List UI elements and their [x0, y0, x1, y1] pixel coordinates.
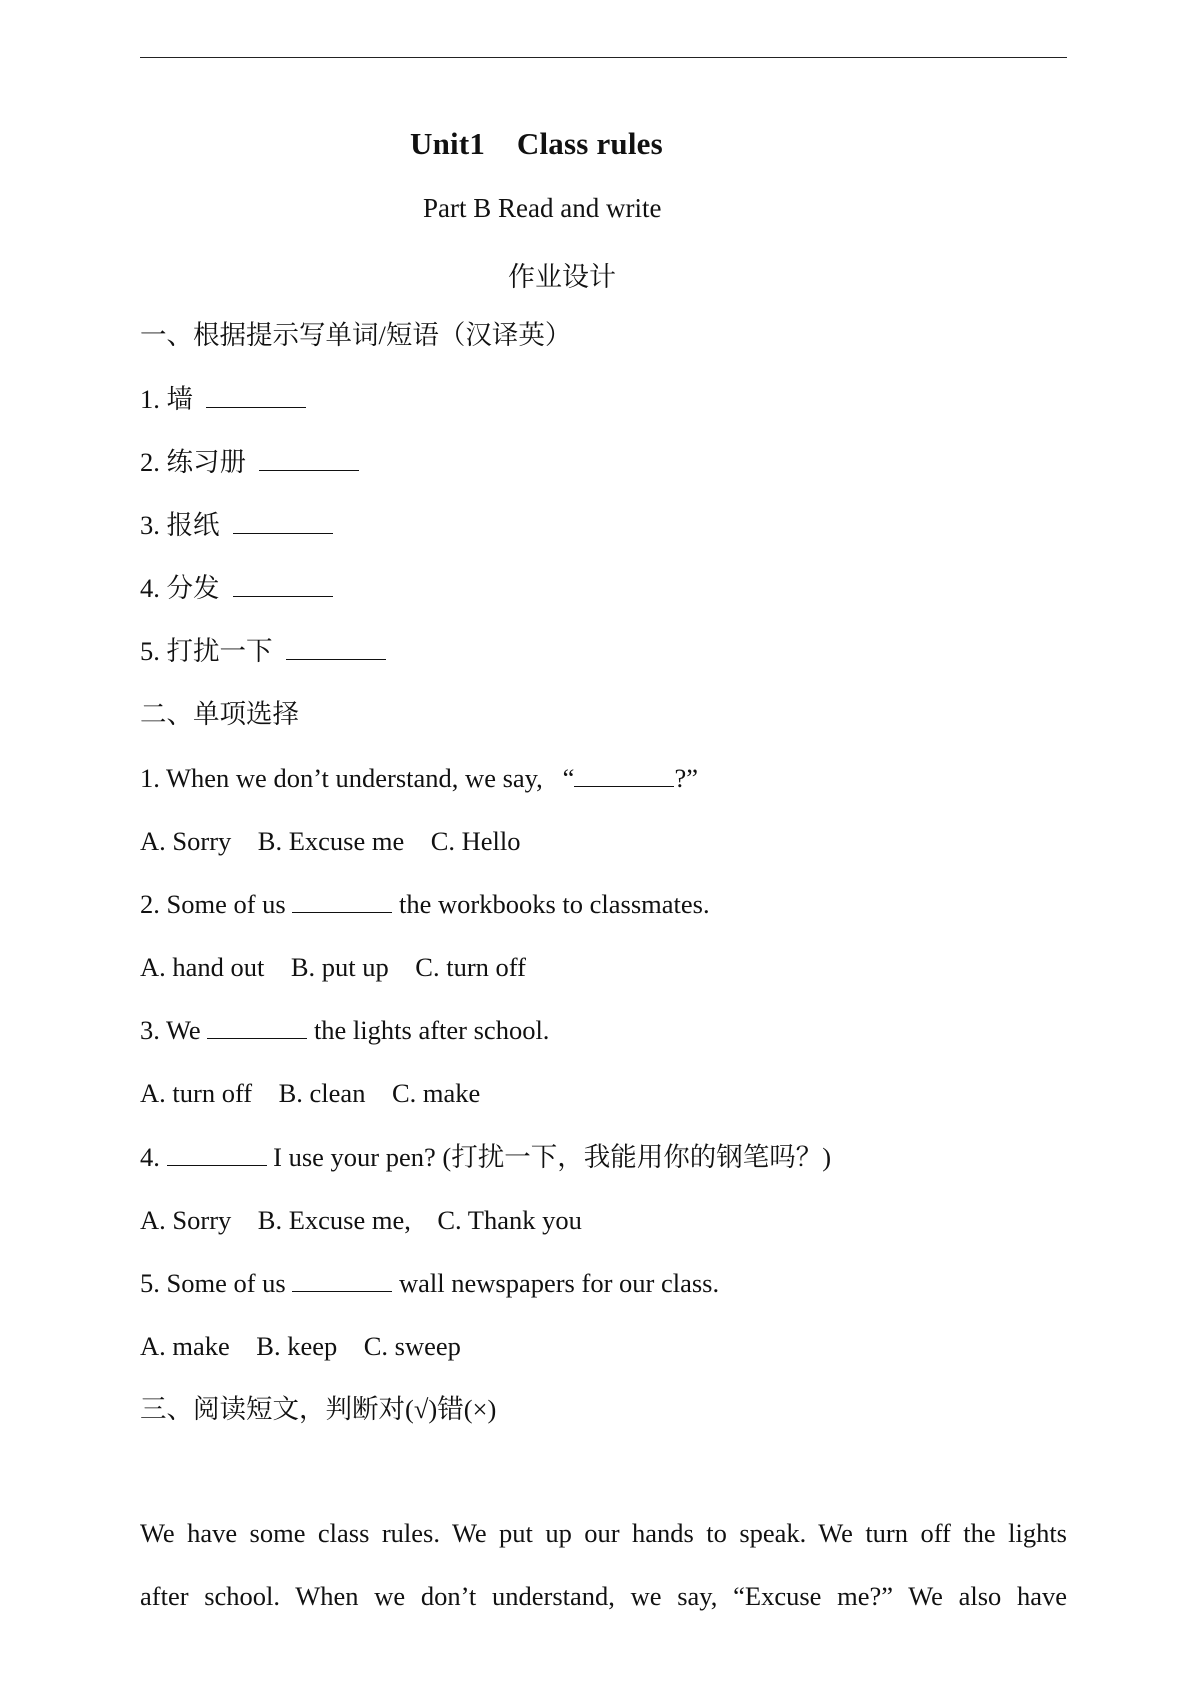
section1-heading: 一、根据提示写单词/短语（汉译英） [140, 320, 572, 350]
passage-line: after school. When we don’t understand, we say, “Excuse me?” We also have [140, 1581, 1067, 1611]
page-title: Unit1 Class rules [410, 126, 663, 161]
section3-heading: 三、阅读短文，判断对(√)错(×) [140, 1394, 497, 1424]
question-3-options: A. turn off B. clean C. make [140, 1078, 481, 1108]
question-text: the lights after school. [307, 1015, 550, 1045]
vocab-prompt: 1. 墙 [140, 384, 193, 414]
question-1 [140, 761, 698, 795]
question-text: 1. When we don’t understand, we say, “ [140, 763, 575, 793]
answer-blank[interactable] [292, 1267, 392, 1292]
vocab-prompt: 3. 报纸 [140, 510, 220, 540]
answer-blank[interactable] [286, 635, 386, 660]
question-2 [140, 887, 710, 921]
vocab-prompt: 2. 练习册 [140, 447, 246, 477]
page-subtitle: Part B Read and write [423, 193, 662, 223]
question-text: 2. Some of us [140, 889, 293, 919]
answer-blank[interactable] [207, 1014, 307, 1039]
vocab-prompt: 5. 打扰一下 [140, 636, 273, 666]
question-4 [140, 1140, 831, 1174]
question-text: 3. We [140, 1015, 208, 1045]
question-5-options: A. make B. keep C. sweep [140, 1331, 461, 1361]
answer-blank[interactable] [233, 572, 333, 597]
section2-heading: 二、单项选择 [140, 699, 299, 729]
header-rule [140, 57, 1067, 58]
question-text: the workbooks to classmates. [392, 889, 710, 919]
question-text: wall newspapers for our class. [392, 1268, 720, 1298]
question-1-options: A. Sorry B. Excuse me C. Hello [140, 826, 521, 856]
question-text: I use your pen? (打扰一下，我能用你的钢笔吗？) [266, 1142, 832, 1172]
vocab-item [140, 508, 333, 542]
answer-blank[interactable] [233, 509, 333, 534]
question-text: 5. Some of us [140, 1268, 293, 1298]
passage-line: We have some class rules. We put up our hands to speak. We turn off the lights [140, 1518, 1067, 1548]
vocab-item [140, 634, 386, 668]
question-5 [140, 1266, 719, 1300]
vocab-item [140, 571, 333, 605]
answer-blank[interactable] [292, 888, 392, 913]
question-text: ?” [674, 763, 698, 793]
vocab-item [140, 445, 359, 479]
question-2-options: A. hand out B. put up C. turn off [140, 952, 526, 982]
vocab-item [140, 382, 306, 416]
question-3 [140, 1013, 549, 1047]
answer-blank[interactable] [574, 762, 674, 787]
answer-blank[interactable] [206, 383, 306, 408]
answer-blank[interactable] [259, 446, 359, 471]
assignment-label: 作业设计 [508, 262, 616, 292]
question-text: 4. [140, 1142, 167, 1172]
answer-blank[interactable] [167, 1141, 267, 1166]
question-4-options: A. Sorry B. Excuse me, C. Thank you [140, 1205, 582, 1235]
vocab-prompt: 4. 分发 [140, 573, 220, 603]
